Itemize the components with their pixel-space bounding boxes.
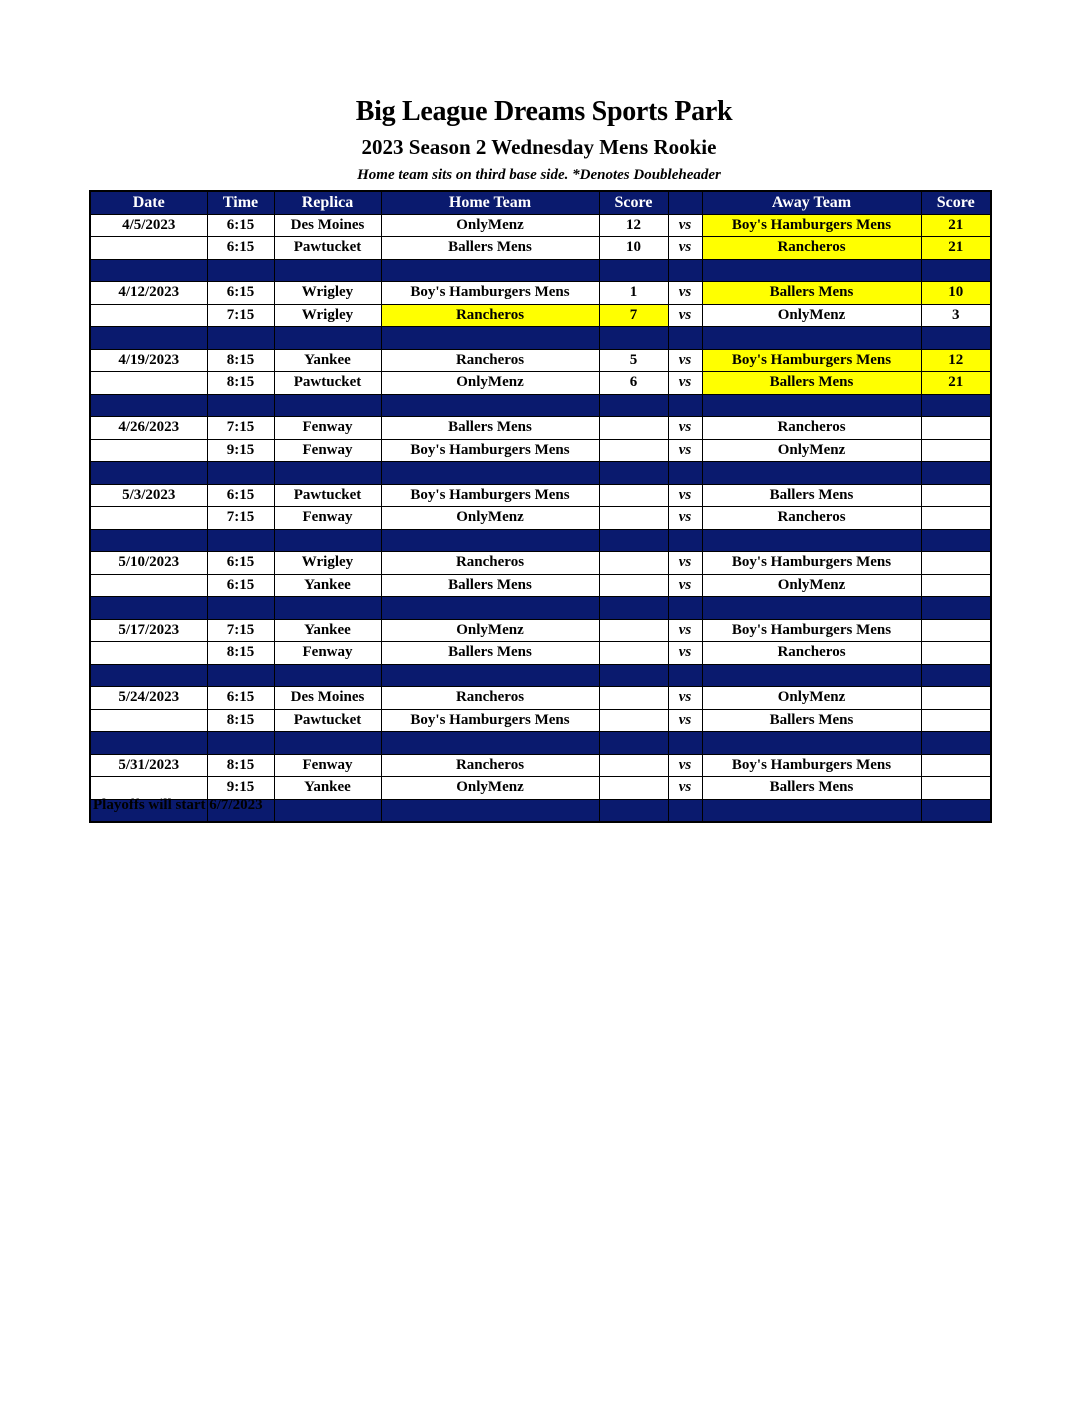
away-score [921, 417, 991, 440]
separator-cell [599, 597, 668, 620]
game-field: Fenway [274, 417, 381, 440]
separator-cell [274, 394, 381, 417]
game-date: 5/17/2023 [90, 619, 207, 642]
away-score [921, 574, 991, 597]
game-field: Fenway [274, 642, 381, 665]
away-team: OnlyMenz [702, 687, 921, 710]
table-row [90, 507, 991, 530]
vs-label: vs [668, 417, 702, 440]
vs-label: vs [668, 214, 702, 237]
home-score [599, 687, 668, 710]
away-score [921, 484, 991, 507]
separator-cell [599, 259, 668, 282]
col-header-home-team: Home Team [381, 191, 599, 214]
separator-cell [274, 799, 381, 822]
away-score [921, 777, 991, 800]
home-score [599, 619, 668, 642]
home-team: OnlyMenz [381, 619, 599, 642]
schedule-header-row [90, 191, 991, 214]
away-score [921, 619, 991, 642]
game-field: Wrigley [274, 282, 381, 305]
separator-cell [90, 732, 207, 755]
vs-label: vs [668, 304, 702, 327]
away-score [921, 507, 991, 530]
vs-label: vs [668, 709, 702, 732]
separator-cell [381, 597, 599, 620]
separator-cell [207, 732, 274, 755]
col-header-time: Time [207, 191, 274, 214]
vs-label: vs [668, 574, 702, 597]
separator-cell [381, 529, 599, 552]
separator-cell [207, 259, 274, 282]
separator-cell [274, 327, 381, 350]
game-date [90, 372, 207, 395]
week-separator-row [90, 462, 991, 485]
home-score [599, 574, 668, 597]
separator-cell [921, 462, 991, 485]
table-row [90, 349, 991, 372]
col-header-away-team: Away Team [702, 191, 921, 214]
separator-cell [90, 597, 207, 620]
separator-cell [702, 327, 921, 350]
separator-cell [921, 732, 991, 755]
vs-label: vs [668, 777, 702, 800]
home-team: OnlyMenz [381, 507, 599, 530]
game-time: 7:15 [207, 619, 274, 642]
away-team: Boy's Hamburgers Mens [702, 349, 921, 372]
playoffs-note: Playoffs will start 6/7/2023 [93, 797, 263, 813]
week-separator-row [90, 597, 991, 620]
game-date: 5/31/2023 [90, 754, 207, 777]
separator-cell [702, 664, 921, 687]
game-time: 6:15 [207, 552, 274, 575]
separator-cell [599, 664, 668, 687]
game-time: 7:15 [207, 417, 274, 440]
separator-cell [702, 394, 921, 417]
table-row [90, 484, 991, 507]
table-row [90, 214, 991, 237]
game-time: 6:15 [207, 574, 274, 597]
away-team: Ballers Mens [702, 282, 921, 305]
table-row [90, 417, 991, 440]
home-team: Rancheros [381, 687, 599, 710]
separator-cell [274, 259, 381, 282]
separator-cell [702, 799, 921, 822]
separator-cell [381, 799, 599, 822]
table-row [90, 439, 991, 462]
away-score: 12 [921, 349, 991, 372]
separator-cell [921, 529, 991, 552]
away-team: OnlyMenz [702, 439, 921, 462]
game-field: Yankee [274, 619, 381, 642]
separator-cell [921, 799, 991, 822]
home-team: Rancheros [381, 754, 599, 777]
separator-cell [599, 462, 668, 485]
separator-cell [668, 462, 702, 485]
away-score: 3 [921, 304, 991, 327]
away-team: Rancheros [702, 642, 921, 665]
separator-cell [381, 462, 599, 485]
separator-cell [668, 259, 702, 282]
col-header-away-score: Score [921, 191, 991, 214]
vs-label: vs [668, 237, 702, 260]
home-score [599, 709, 668, 732]
game-time: 6:15 [207, 484, 274, 507]
away-team: Ballers Mens [702, 372, 921, 395]
game-field: Yankee [274, 349, 381, 372]
game-time: 8:15 [207, 709, 274, 732]
game-field: Des Moines [274, 687, 381, 710]
separator-cell [207, 462, 274, 485]
table-row [90, 574, 991, 597]
away-team: Boy's Hamburgers Mens [702, 619, 921, 642]
home-score: 1 [599, 282, 668, 305]
game-field: Pawtucket [274, 372, 381, 395]
separator-cell [702, 259, 921, 282]
home-score [599, 777, 668, 800]
separator-cell [207, 327, 274, 350]
home-score [599, 417, 668, 440]
table-row [90, 754, 991, 777]
separator-cell [207, 597, 274, 620]
week-separator-row [90, 664, 991, 687]
col-header-replica: Replica [274, 191, 381, 214]
home-team: OnlyMenz [381, 372, 599, 395]
game-field: Des Moines [274, 214, 381, 237]
separator-cell [921, 327, 991, 350]
game-date [90, 777, 207, 800]
home-score [599, 507, 668, 530]
home-team: Ballers Mens [381, 417, 599, 440]
away-team: Rancheros [702, 507, 921, 530]
vs-label: vs [668, 372, 702, 395]
separator-cell [90, 529, 207, 552]
home-score [599, 552, 668, 575]
week-separator-row [90, 327, 991, 350]
separator-cell [90, 259, 207, 282]
away-score: 21 [921, 237, 991, 260]
game-date: 4/5/2023 [90, 214, 207, 237]
separator-cell [599, 732, 668, 755]
separator-cell [599, 327, 668, 350]
away-score [921, 552, 991, 575]
away-score [921, 687, 991, 710]
away-team: Ballers Mens [702, 709, 921, 732]
away-score [921, 439, 991, 462]
week-separator-row [90, 732, 991, 755]
table-row [90, 777, 991, 800]
separator-cell [668, 327, 702, 350]
home-score: 6 [599, 372, 668, 395]
game-date: 4/19/2023 [90, 349, 207, 372]
separator-cell [599, 394, 668, 417]
away-team: Boy's Hamburgers Mens [702, 214, 921, 237]
schedule-body [90, 214, 991, 822]
separator-cell [381, 394, 599, 417]
home-team: Rancheros [381, 552, 599, 575]
game-time: 6:15 [207, 687, 274, 710]
separator-cell [207, 529, 274, 552]
away-score [921, 754, 991, 777]
game-field: Pawtucket [274, 484, 381, 507]
game-time: 7:15 [207, 507, 274, 530]
away-score [921, 642, 991, 665]
separator-cell [702, 597, 921, 620]
game-field: Yankee [274, 777, 381, 800]
table-row [90, 372, 991, 395]
game-time: 7:15 [207, 304, 274, 327]
away-score: 21 [921, 372, 991, 395]
home-team: OnlyMenz [381, 777, 599, 800]
schedule-table [89, 190, 992, 823]
separator-cell [921, 259, 991, 282]
separator-cell [599, 799, 668, 822]
game-date [90, 709, 207, 732]
home-team: Ballers Mens [381, 237, 599, 260]
away-team: OnlyMenz [702, 304, 921, 327]
separator-cell [274, 529, 381, 552]
game-date [90, 237, 207, 260]
home-score [599, 754, 668, 777]
game-date [90, 439, 207, 462]
game-field: Pawtucket [274, 237, 381, 260]
separator-cell [668, 394, 702, 417]
home-team: Ballers Mens [381, 642, 599, 665]
table-row [90, 304, 991, 327]
home-team: OnlyMenz [381, 214, 599, 237]
vs-label: vs [668, 484, 702, 507]
home-team: Boy's Hamburgers Mens [381, 484, 599, 507]
game-time: 6:15 [207, 237, 274, 260]
separator-cell [668, 732, 702, 755]
home-team: Boy's Hamburgers Mens [381, 282, 599, 305]
away-team: Rancheros [702, 237, 921, 260]
game-time: 8:15 [207, 349, 274, 372]
separator-cell [702, 732, 921, 755]
home-score [599, 484, 668, 507]
away-team: OnlyMenz [702, 574, 921, 597]
vs-label: vs [668, 619, 702, 642]
separator-cell [274, 462, 381, 485]
home-score: 10 [599, 237, 668, 260]
vs-label: vs [668, 439, 702, 462]
separator-cell [702, 529, 921, 552]
separator-cell [90, 327, 207, 350]
separator-cell [668, 529, 702, 552]
table-row [90, 552, 991, 575]
home-team: Rancheros [381, 349, 599, 372]
separator-cell [90, 664, 207, 687]
separator-cell [274, 664, 381, 687]
home-team: Boy's Hamburgers Mens [381, 709, 599, 732]
week-separator-row [90, 529, 991, 552]
separator-cell [207, 394, 274, 417]
game-date: 4/26/2023 [90, 417, 207, 440]
vs-label: vs [668, 754, 702, 777]
separator-cell [90, 462, 207, 485]
game-time: 9:15 [207, 777, 274, 800]
away-team: Ballers Mens [702, 777, 921, 800]
separator-cell [921, 664, 991, 687]
separator-cell [90, 394, 207, 417]
game-field: Fenway [274, 507, 381, 530]
table-row [90, 619, 991, 642]
separator-cell [668, 597, 702, 620]
separator-cell [381, 327, 599, 350]
game-time: 8:15 [207, 372, 274, 395]
separator-cell [381, 664, 599, 687]
separator-cell [668, 799, 702, 822]
separator-cell [599, 529, 668, 552]
home-team: Boy's Hamburgers Mens [381, 439, 599, 462]
week-separator-row [90, 394, 991, 417]
vs-label: vs [668, 552, 702, 575]
home-team-note: Home team sits on third base side. *Denotes Doubleheader [357, 167, 721, 183]
home-team: Rancheros [381, 304, 599, 327]
table-row [90, 642, 991, 665]
game-time: 8:15 [207, 642, 274, 665]
col-header-home-score: Score [599, 191, 668, 214]
separator-cell [381, 732, 599, 755]
home-score [599, 642, 668, 665]
game-field: Fenway [274, 754, 381, 777]
game-time: 9:15 [207, 439, 274, 462]
away-score: 10 [921, 282, 991, 305]
game-field: Pawtucket [274, 709, 381, 732]
separator-cell [921, 597, 991, 620]
away-team: Boy's Hamburgers Mens [702, 754, 921, 777]
home-score: 7 [599, 304, 668, 327]
game-field: Fenway [274, 439, 381, 462]
table-row [90, 282, 991, 305]
vs-label: vs [668, 507, 702, 530]
game-date: 4/12/2023 [90, 282, 207, 305]
home-team: Ballers Mens [381, 574, 599, 597]
away-score: 21 [921, 214, 991, 237]
vs-label: vs [668, 642, 702, 665]
separator-cell [668, 664, 702, 687]
game-date [90, 642, 207, 665]
separator-cell [702, 462, 921, 485]
separator-cell [207, 664, 274, 687]
away-team: Boy's Hamburgers Mens [702, 552, 921, 575]
home-score: 12 [599, 214, 668, 237]
game-time: 6:15 [207, 282, 274, 305]
vs-label: vs [668, 282, 702, 305]
home-score: 5 [599, 349, 668, 372]
table-row [90, 237, 991, 260]
game-date [90, 574, 207, 597]
table-row [90, 687, 991, 710]
separator-cell [274, 597, 381, 620]
game-date: 5/24/2023 [90, 687, 207, 710]
game-field: Wrigley [274, 552, 381, 575]
separator-cell [381, 259, 599, 282]
game-field: Yankee [274, 574, 381, 597]
game-date: 5/3/2023 [90, 484, 207, 507]
away-score [921, 709, 991, 732]
game-date: 5/10/2023 [90, 552, 207, 575]
page-title: Big League Dreams Sports Park [355, 96, 733, 127]
away-team: Rancheros [702, 417, 921, 440]
vs-label: vs [668, 349, 702, 372]
separator-cell [921, 394, 991, 417]
table-row [90, 709, 991, 732]
col-header-vs [668, 191, 702, 214]
season-subtitle: 2023 Season 2 Wednesday Mens Rookie [361, 135, 717, 159]
game-time: 8:15 [207, 754, 274, 777]
separator-cell [274, 732, 381, 755]
game-date [90, 507, 207, 530]
away-team: Ballers Mens [702, 484, 921, 507]
home-score [599, 439, 668, 462]
game-field: Wrigley [274, 304, 381, 327]
col-header-date: Date [90, 191, 207, 214]
week-separator-row [90, 259, 991, 282]
vs-label: vs [668, 687, 702, 710]
game-time: 6:15 [207, 214, 274, 237]
game-date [90, 304, 207, 327]
